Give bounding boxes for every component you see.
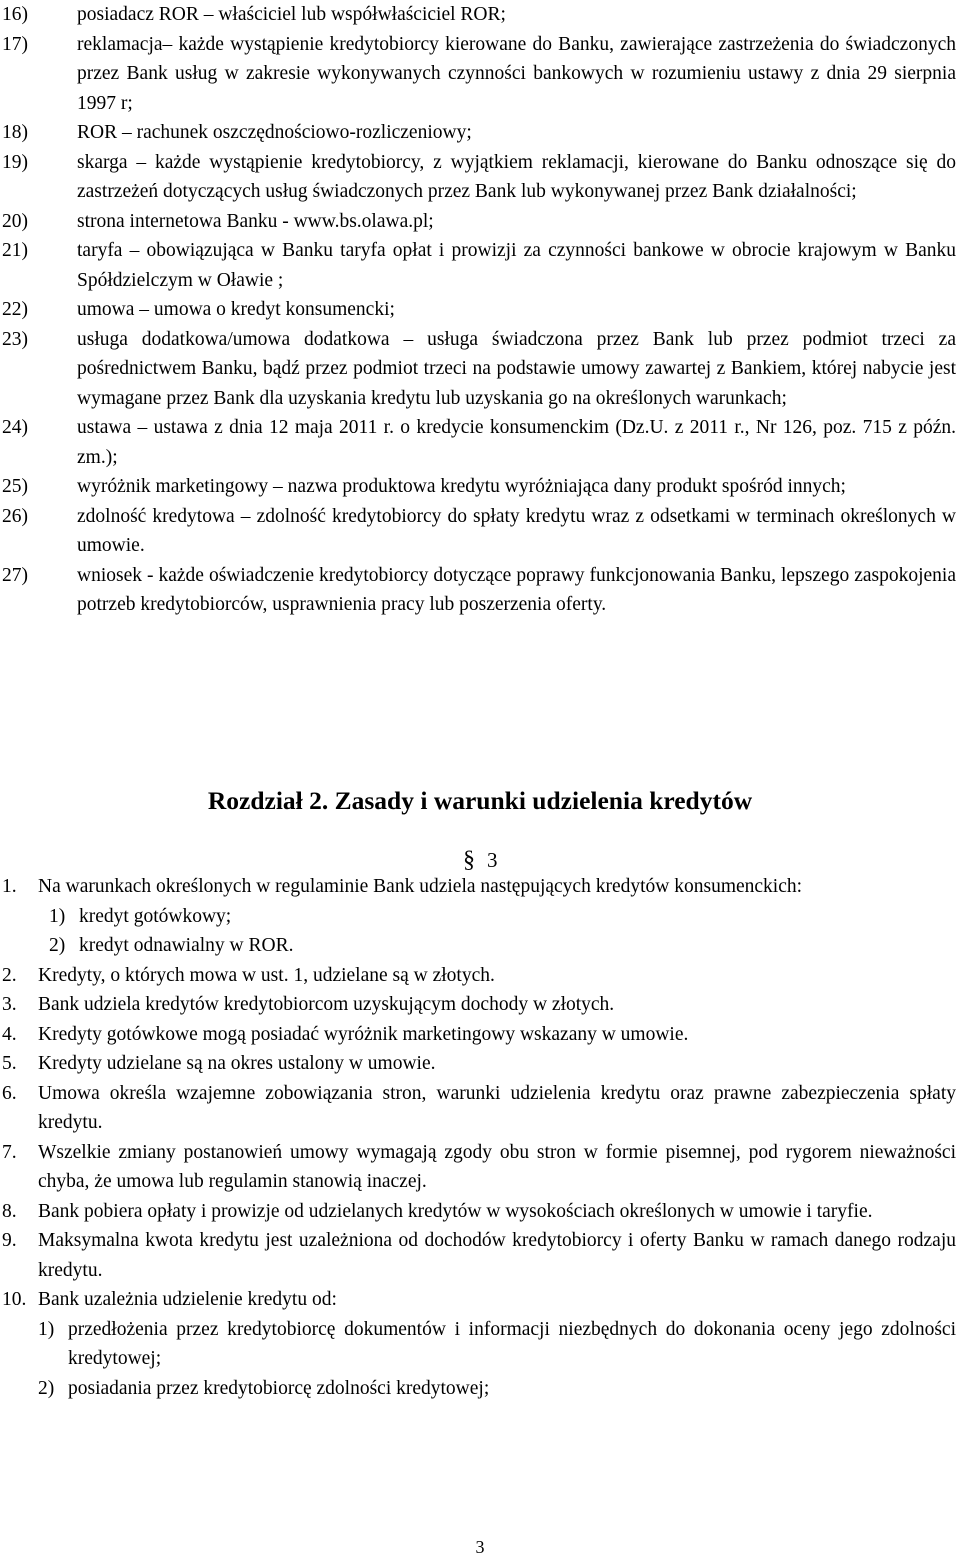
list-item [2,1285,956,1403]
list-item [2,1020,956,1050]
chapter-title: Rozdział 2. Zasady i warunki udzielenia kredytów [207,786,753,815]
definition-item [2,561,956,620]
item-text: Umowa określa wzajemne zobowiązania stron, warunki udzielenia kredytu oraz prawne zabezpieczenia spłaty kredytu. [38,1082,956,1133]
definition-number: 20) [2,210,28,232]
item-text: Maksymalna kwota kredytu jest uzależniona od dochodów kredytobiorcy i oferty Banku w ramach danego rodzaju kredytu. [38,1230,956,1281]
definition-number: 25) [2,476,28,497]
definition-item [2,236,956,295]
section-items-list [2,872,956,1403]
sub-item [49,902,956,932]
item-number: 8. [2,1200,17,1222]
list-item [2,990,956,1020]
section-number: 3 [487,848,498,872]
list-item [2,1049,956,1079]
definition-item [2,472,956,502]
sub-item [38,1315,956,1374]
definition-item [2,30,956,119]
sub-list [38,1315,956,1404]
definition-item [2,295,956,325]
item-text: Wszelkie zmiany postanowień umowy wymagają zgody obu stron w formie pisemnej, pod rygorem nieważności chyba, że umowa lub regulamin stanowią inaczej. [38,1141,956,1192]
sub-item-number: 1) [49,905,66,927]
sub-item-text: kredyt gotówkowy; [79,905,232,927]
sub-item-number: 2) [49,935,66,956]
list-item [2,1197,956,1227]
definition-text: ROR – rachunek oszczędnościowo-rozliczeniowy; [77,122,472,143]
sub-item [38,1374,956,1404]
definitions-list [2,0,956,620]
item-body [38,1226,956,1285]
definition-number: 21) [2,240,28,261]
item-number: 1. [2,876,17,897]
definition-text: posiadacz ROR – właściciel lub współwłaściciel ROR; [77,4,506,25]
definition-text: strona internetowa Banku - www.bs.olawa.pl; [77,210,434,232]
list-item [2,872,956,961]
definition-text: skarga – każde wystąpienie kredytobiorcy, z wyjątkiem reklamacji, kierowane do Banku odnoszące się do zastrzeżeń dotyczących usług świadczonych przez Bank lub wykonywanej przez Bank działalności; [77,151,956,202]
item-text: Kredyty, o których mowa w ust. 1, udzielane są w złotych. [38,964,495,986]
list-item [2,1138,956,1197]
definition-text: reklamacja– każde wystąpienie kredytobiorcy kierowane do Banku, zawierające zastrzeżenia do świadczonych przez Bank usług w zakresie wykonywanych czynności bankowych w rozumieniu ustawy z dnia 29 sierpnia 1997 r; [77,33,956,114]
definition-number: 26) [2,505,28,527]
definition-text: umowa – umowa o kredyt konsumencki; [77,299,395,320]
definition-number: 19) [2,151,28,173]
item-body [38,1285,956,1403]
definition-text: usługa dodatkowa/umowa dodatkowa – usługa świadczona przez Bank lub przez podmiot trzeci za pośrednictwem Banku, bądź przez podmiot trzeci na podstawie umowy zawartej z Bankiem, której nabycie jest wymagane przez Bank dla uzyskania kredytu lub uzyskania go na określonych warunkach; [77,328,956,409]
item-body [38,1079,956,1138]
definition-item [2,148,956,207]
definition-number: 18) [2,122,28,143]
page-number: 3 [475,1537,485,1557]
sub-item-text: kredyt odnawialny w ROR. [79,935,294,956]
sub-item-number: 2) [38,1377,55,1399]
definition-number: 23) [2,328,28,350]
sub-item [49,931,956,961]
sub-item-text: posiadania przez kredytobiorcę zdolności kredytowej; [68,1377,490,1399]
item-text: Bank uzależnia udzielenie kredytu od: [38,1289,337,1310]
sub-item-text: przedłożenia przez kredytobiorcę dokumentów i informacji niezbędnych do dokonania oceny jego zdolności kredytowej; [68,1318,956,1369]
definition-text: wniosek - każde oświadczenie kredytobiorcy dotyczące poprawy funkcjonowania Banku, lepszego zaspokojenia potrzeb kredytobiorców, usprawnienia pracy lub poszerzenia oferty. [77,564,956,615]
definition-number: 27) [2,564,28,586]
list-item [2,961,956,991]
item-number: 2. [2,964,17,986]
sub-list [38,902,956,961]
definition-text: ustawa – ustawa z dnia 12 maja 2011 r. o kredycie konsumenckim (Dz.U. z 2011 r., Nr 126, poz. 715 z późn. zm.); [77,417,956,468]
item-body [38,1049,956,1079]
definition-item [2,325,956,414]
section-symbol: § [463,847,475,873]
section-mark [463,845,498,875]
item-text: Na warunkach określonych w regulaminie Bank udziela następujących kredytów konsumenckich: [38,876,803,897]
item-text: Bank pobiera opłaty i prowizje od udzielanych kredytów w wysokościach określonych w umowie i taryfie. [38,1200,873,1222]
item-text: Kredyty gotówkowe mogą posiadać wyróżnik marketingowy wskazany w umowie. [38,1023,689,1045]
definition-item [2,0,956,30]
item-body [38,872,956,961]
sub-item-number: 1) [38,1318,55,1340]
definition-number: 22) [2,299,28,320]
list-item [2,1079,956,1138]
item-text: Kredyty udzielane są na okres ustalony w umowie. [38,1053,436,1074]
item-body [38,1197,956,1227]
definition-number: 24) [2,417,28,438]
definition-item [2,207,956,237]
item-number: 5. [2,1053,17,1074]
item-body [38,961,956,991]
definition-item [2,118,956,148]
item-number: 6. [2,1082,17,1104]
definition-text: wyróżnik marketingowy – nazwa produktowa kredytu wyróżniająca dany produkt spośród innych; [77,476,846,497]
item-number: 3. [2,994,17,1015]
item-body [38,990,956,1020]
item-number: 10. [2,1289,27,1310]
list-item [2,1226,956,1285]
item-number: 7. [2,1141,17,1163]
item-text: Bank udziela kredytów kredytobiorcom uzyskującym dochody w złotych. [38,994,615,1015]
definition-text: zdolność kredytowa – zdolność kredytobiorcy do spłaty kredytu wraz z odsetkami w terminach określonych w umowie. [77,505,956,556]
item-body [38,1020,956,1050]
definition-item [2,413,956,472]
item-number: 9. [2,1230,17,1251]
item-number: 4. [2,1023,17,1045]
definition-number: 16) [2,4,28,25]
definition-item [2,502,956,561]
item-body [38,1138,956,1197]
definition-text: taryfa – obowiązująca w Banku taryfa opłat i prowizji za czynności bankowe w obrocie krajowym w Banku Spółdzielczym w Oławie ; [77,240,956,291]
definition-number: 17) [2,33,28,55]
